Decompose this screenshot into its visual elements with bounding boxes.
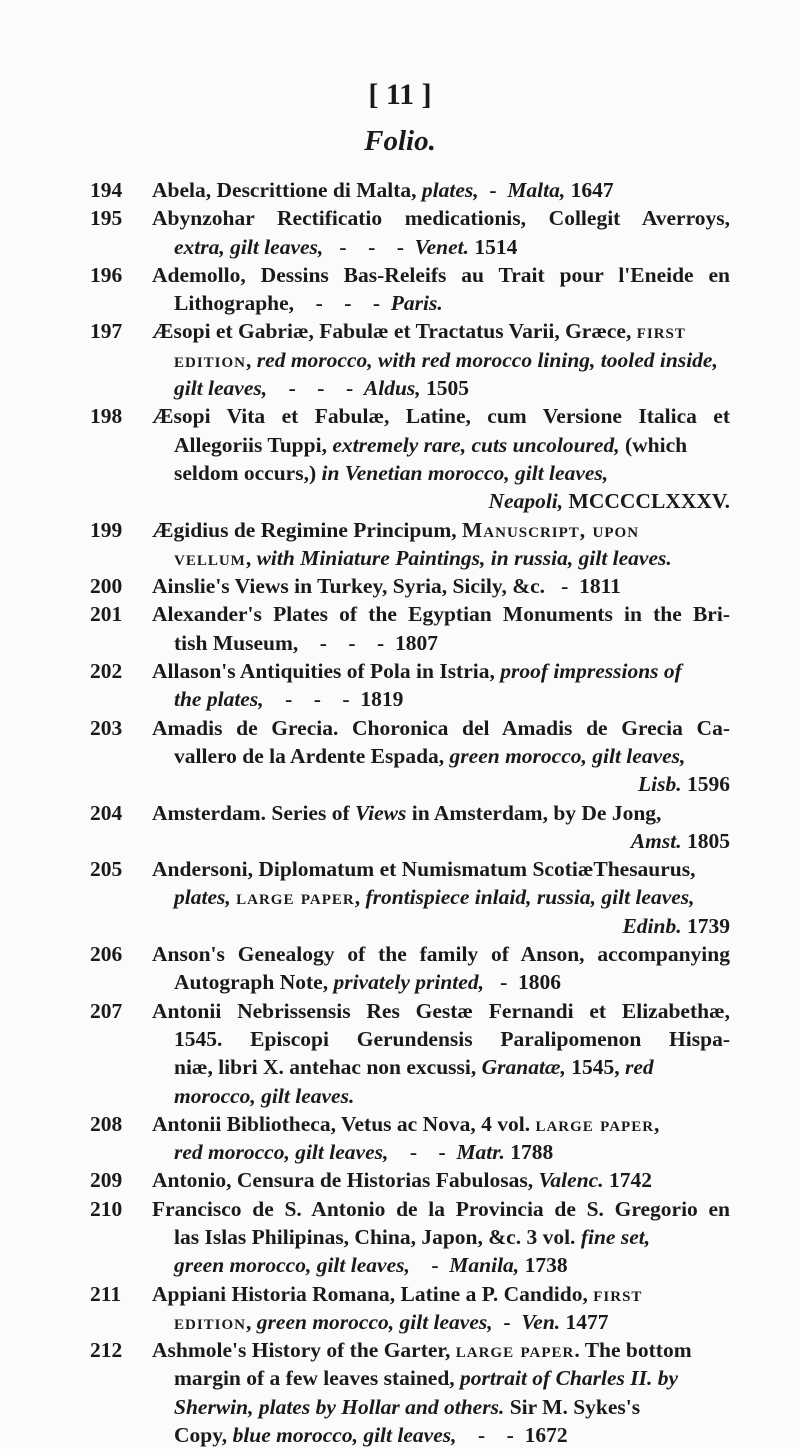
catalogue-entry — [90, 657, 730, 714]
entry-number: 211 — [90, 1281, 122, 1306]
entry-line: niæ, libri X. antehac non excussi, Granatæ, 1545, red — [174, 1055, 654, 1080]
catalogue-entry — [90, 600, 730, 657]
catalogue-entry — [90, 402, 730, 515]
catalogue-entry — [90, 176, 730, 204]
page-number: [ 11 ] — [368, 78, 432, 111]
entry-line: Antonii Bibliotheca, Vetus ac Nova, 4 vol. large paper, — [152, 1111, 661, 1136]
catalogue-entry — [90, 204, 730, 261]
entry-number: 201 — [90, 602, 123, 627]
catalogue-entry — [90, 997, 730, 1110]
entry-line: the plates, - - - 1819 — [174, 687, 404, 712]
entry-line: Abynzohar Rectificatio medicationis, Collegit Averroys, — [152, 206, 730, 231]
entry-line: Andersoni, Diplomatum et Numismatum ScotiæThesaurus, — [152, 857, 696, 882]
catalogue-entry — [90, 1336, 730, 1449]
catalogue-entry — [90, 1280, 730, 1337]
entry-line: tish Museum, - - - 1807 — [174, 630, 438, 655]
entry-line: Ashmole's History of the Garter, large paper. The bottom — [152, 1338, 692, 1363]
entry-line: edition, green morocco, gilt leaves, - Ven. 1477 — [174, 1309, 609, 1334]
entry-line: Abela, Descrittione di Malta, plates, - Malta, 1647 — [152, 178, 614, 202]
entry-number: 204 — [90, 800, 123, 825]
entry-number: 197 — [90, 319, 123, 344]
catalogue-entry — [90, 799, 730, 856]
entry-number: 206 — [90, 942, 123, 967]
entry-line: Ægidius de Regimine Principum, Manuscript, upon — [152, 517, 640, 542]
catalogue-entries — [90, 176, 730, 1449]
entry-number: 198 — [90, 404, 123, 429]
entry-line: gilt leaves, - - - Aldus, 1505 — [174, 376, 470, 401]
entry-number: 196 — [90, 262, 123, 287]
entry-number: 203 — [90, 715, 123, 740]
entry-number: 207 — [90, 998, 123, 1023]
entry-line: Antonii Nebrissensis Res Gestæ Fernandi et Elizabethæ, — [152, 998, 730, 1023]
entry-line: Appiani Historia Romana, Latine a P. Candido, first — [152, 1281, 643, 1306]
entry-line: Autograph Note, privately printed, - 1806 — [174, 970, 561, 995]
entry-line: las Islas Philipinas, China, Japon, &c. 3 vol. fine set, — [174, 1224, 651, 1249]
entry-line: Æsopi et Gabriæ, Fabulæ et Tractatus Varii, Græce, first — [152, 319, 686, 344]
entry-line: edition, red morocco, with red morocco lining, tooled inside, — [174, 347, 718, 372]
entry-line: Anson's Genealogy of the family of Anson, accompanying — [152, 942, 730, 967]
entry-number: 205 — [90, 857, 123, 882]
catalogue-entry — [90, 714, 730, 799]
entry-line: Ainslie's Views in Turkey, Syria, Sicily, &c. - 1811 — [152, 574, 621, 599]
entry-line: plates, large paper, frontispiece inlaid, russia, gilt leaves, — [174, 885, 695, 910]
entry-line: extra, gilt leaves, - - - Venet. 1514 — [174, 234, 518, 259]
catalogue-entry — [90, 1166, 730, 1194]
catalogue-entry — [90, 855, 730, 940]
entry-line: Amadis de Grecia. Choronica del Amadis de Grecia Ca- — [152, 715, 730, 740]
entry-line: red morocco, gilt leaves, - - Matr. 1788 — [174, 1140, 554, 1165]
entry-number: 194 — [90, 178, 123, 202]
entry-line: Æsopi Vita et Fabulæ, Latine, cum Versione Italica et — [152, 404, 730, 429]
entry-line: 1545. Episcopi Gerundensis Paralipomenon Hispa- — [174, 1026, 730, 1051]
entry-number: 195 — [90, 206, 123, 231]
entry-line: Edinb. 1739 — [622, 913, 730, 938]
section-title: Folio. — [364, 125, 436, 157]
entry-line: seldom occurs,) in Venetian morocco, gilt leaves, — [174, 460, 609, 485]
entry-line: Amsterdam. Series of Views in Amsterdam, by De Jong, — [152, 800, 662, 825]
entry-line: margin of a few leaves stained, portrait of Charles II. by — [174, 1366, 679, 1391]
catalogue-entry — [90, 317, 730, 402]
entry-line: vallero de la Ardente Espada, green morocco, gilt leaves, — [174, 743, 686, 768]
entry-line: Antonio, Censura de Historias Fabulosas, Valenc. 1742 — [152, 1168, 652, 1193]
entry-line: vellum, with Miniature Paintings, in russia, gilt leaves. — [174, 545, 672, 570]
catalogue-entry — [90, 1110, 730, 1167]
entry-line: Amst. 1805 — [630, 828, 730, 853]
entry-number: 212 — [90, 1338, 123, 1363]
catalogue-entry — [90, 261, 730, 318]
entry-line: Lithographe, - - - Paris. — [174, 291, 443, 316]
catalogue-entry — [90, 1195, 730, 1280]
catalogue-entry — [90, 572, 730, 600]
entry-line: green morocco, gilt leaves, - Manila, 1738 — [174, 1253, 568, 1278]
entry-line: Ademollo, Dessins Bas-Releifs au Trait pour l'Eneide en — [152, 262, 730, 287]
entry-number: 199 — [90, 517, 123, 542]
entry-line: Copy, blue morocco, gilt leaves, - - 1672 — [174, 1423, 568, 1448]
entry-line: Sherwin, plates by Hollar and others. Sir M. Sykes's — [174, 1394, 641, 1419]
entry-line: morocco, gilt leaves. — [174, 1083, 355, 1108]
entry-number: 200 — [90, 574, 123, 599]
entry-line: Lisb. 1596 — [638, 772, 730, 797]
entry-line: Allegoriis Tuppi, extremely rare, cuts uncoloured, (which — [174, 432, 688, 457]
entry-line: Allason's Antiquities of Pola in Istria, proof impressions of — [152, 659, 682, 684]
entry-number: 208 — [90, 1111, 123, 1136]
entry-number: 202 — [90, 659, 123, 684]
catalogue-entry — [90, 516, 730, 573]
entry-number: 209 — [90, 1168, 123, 1193]
entry-line: Alexander's Plates of the Egyptian Monuments in the Bri- — [152, 602, 730, 627]
entry-number: 210 — [90, 1196, 123, 1221]
catalogue-entry — [90, 940, 730, 997]
entry-line: Neapoli, MCCCCLXXXV. — [488, 489, 730, 514]
entry-line: Francisco de S. Antonio de la Provincia de S. Gregorio en — [152, 1196, 730, 1221]
